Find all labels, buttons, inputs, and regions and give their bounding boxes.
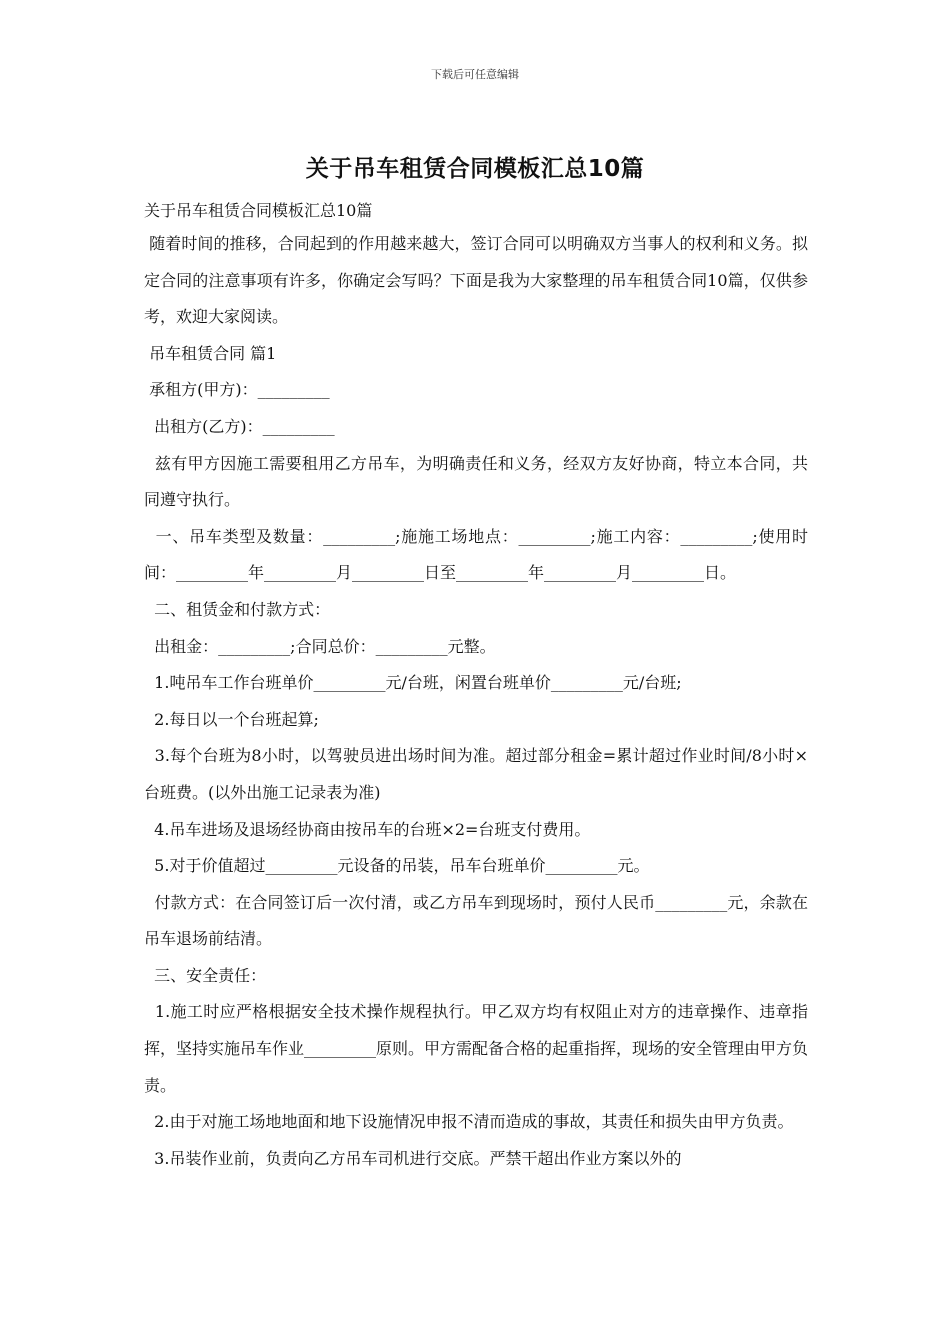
paragraph-item-4: 4.吊车进场及退场经协商由按吊车的台班×2=台班支付费用。 [144,819,591,839]
paragraph-safety-3: 3.吊装作业前，负责向乙方吊车司机进行交底。严禁干超出作业方案以外的 [144,1148,682,1168]
paragraph-lessor: 出租方(乙方)：_________ [144,416,335,436]
document-body [144,196,808,1177]
paragraph-rent: 出租金：_________;合同总价：_________元整。 [144,636,496,656]
paragraph-safety-1: 1.施工时应严格根据安全技术操作规程执行。甲乙双方均有权阻止对方的违章操作、违章指挥，坚持实施吊车作业_________原则。甲方需配备合格的起重指挥，现场的安全管理由甲方负责。 [144,1002,809,1095]
paragraph-item-1: 1.吨吊车工作台班单价_________元/台班，闲置台班单价_________元/台班; [144,673,682,693]
paragraph-subtitle: 关于吊车租赁合同模板汇总10篇 [144,201,373,220]
paragraph-clause-2-heading: 二、租赁金和付款方式： [144,599,331,619]
paragraph-clause-3-heading: 三、安全责任： [144,965,267,985]
paragraph-lessee: 承租方(甲方)：_________ [144,380,330,400]
paragraph-item-2: 2.每日以一个台班起算; [144,709,319,729]
paragraph-preamble: 兹有甲方因施工需要租用乙方吊车，为明确责任和义务，经双方友好协商，特立本合同，共同遵守执行。 [144,453,808,510]
paragraph-item-5: 5.对于价值超过_________元设备的吊装，吊车台班单价_________元。 [144,856,650,876]
document-title: 关于吊车租赁合同模板汇总10篇 [305,156,645,182]
paragraph-section-heading: 吊车租赁合同 篇1 [144,343,277,363]
paragraph-item-3: 3.每个台班为8小时，以驾驶员进出场时间为准。超过部分租金=累计超过作业时间/8小时×台班费。(以外出施工记录表为准) [144,746,808,802]
paragraph-intro: 随着时间的推移，合同起到的作用越来越大，签订合同可以明确双方当事人的权利和义务。拟定合同的注意事项有许多，你确定会写吗？下面是我为大家整理的吊车租赁合同10篇，仅供参考，欢迎大家阅读。 [144,234,808,327]
page-header-note: 下载后可任意编辑 [431,68,519,81]
paragraph-payment: 付款方式：在合同签订后一次付清，或乙方吊车到现场时，预付人民币_________元，余款在吊车退场前结清。 [144,892,808,949]
paragraph-safety-2: 2.由于对施工场地地面和地下设施情况申报不清而造成的事故，其责任和损失由甲方负责。 [144,1112,794,1132]
paragraph-clause-1: 一、吊车类型及数量：_________;施施工场地点：_________;施工内容：_________;使用时间：_________年_________月_________日至_________年_________月_________日。 [144,526,808,583]
